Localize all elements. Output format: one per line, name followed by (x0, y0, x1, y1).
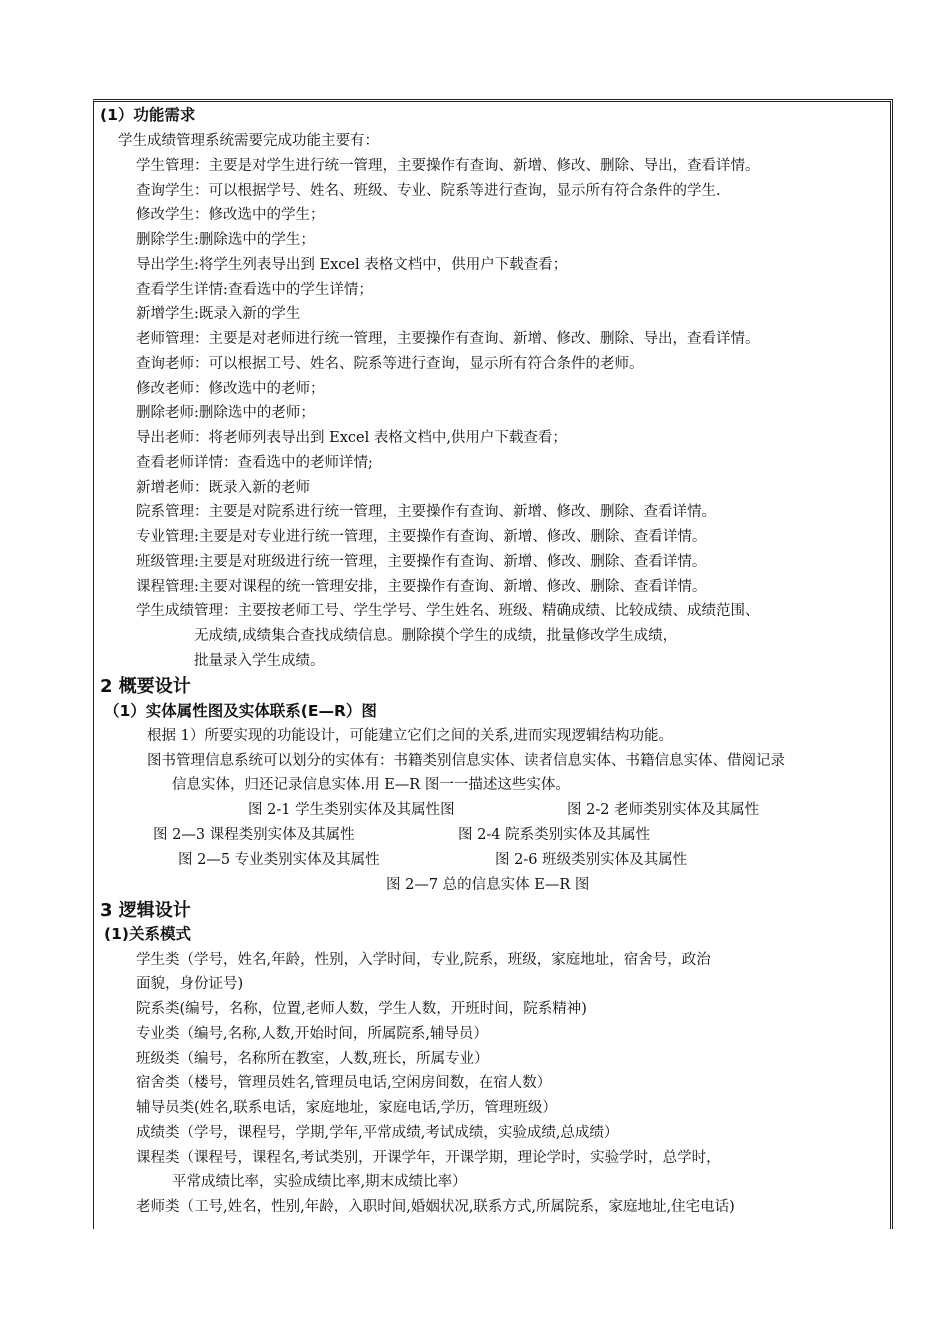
relation-line: 班级类（编号，名称所在教室，人数,班长，所属专业） (136, 1051, 489, 1067)
list-item: 学生成绩管理：主要按老师工号、学生学号、学生姓名、班级、精确成绩、比较成绩、成绩范围、 (136, 603, 760, 619)
section3-heading: 3 逻辑设计 (100, 900, 191, 921)
list-item: 修改学生：修改选中的学生； (136, 207, 325, 223)
list-item: 查询老师：可以根据工号、姓名、院系等进行查询，显示所有符合条件的老师。 (136, 356, 644, 372)
list-item: 删除学生:删除选中的学生； (136, 232, 315, 248)
list-item: 导出学生:将学生列表导出到 Excel 表格文档中，供用户下载查看； (136, 257, 568, 273)
section3-subheading: (1)关系模式 (104, 925, 191, 943)
figure-caption: 图 2—7 总的信息实体 E—R 图 (386, 877, 590, 893)
list-item: 删除老师:删除选中的老师； (136, 405, 315, 421)
section1-intro: 学生成绩管理系统需要完成功能主要有： (118, 133, 379, 149)
relation-line: 成绩类（学号，课程号，学期,学年,平常成绩,考试成绩，实验成绩,总成绩） (136, 1125, 619, 1141)
figure-caption: 图 2-6 班级类别实体及其属性 (495, 852, 688, 868)
paragraph-continuation: 信息实体，归还记录信息实体.用 E—R 图一一描述这些实体。 (172, 777, 570, 793)
list-item-continuation: 批量录入学生成绩。 (194, 653, 325, 669)
list-item: 学生管理：主要是对学生进行统一管理，主要操作有查询、新增、修改、删除、导出，查看详情。 (136, 158, 760, 174)
list-item-continuation: 无成绩,成绩集合查找成绩信息。删除摸个学生的成绩，批量修改学生成绩， (194, 628, 678, 644)
list-item: 老师管理：主要是对老师进行统一管理，主要操作有查询、新增、修改、删除、导出，查看详情。 (136, 331, 760, 347)
relation-line: 面貌，身份证号) (136, 976, 244, 992)
section1-heading: (1）功能需求 (100, 106, 196, 124)
list-item: 查看老师详情：查看选中的老师详情; (136, 455, 373, 471)
relation-line: 院系类(编号，名称，位置,老师人数，学生人数，开班时间，院系精神) (136, 1001, 587, 1017)
figure-caption: 图 2-2 老师类别实体及其属性 (567, 802, 760, 818)
list-item: 课程管理:主要对课程的统一管理安排，主要操作有查询、新增、修改、删除、查看详情。 (136, 579, 707, 595)
relation-line: 课程类（课程号，课程名,考试类别，开课学年，开课学期，理论学时，实验学时，总学时， (136, 1150, 721, 1166)
relation-line: 专业类（编号,名称,人数,开始时间，所属院系,辅导员） (136, 1026, 488, 1042)
relation-line-continuation: 平常成绩比率，实验成绩比率,期末成绩比率） (172, 1174, 467, 1190)
relation-line: 老师类（工号,姓名，性别,年龄，入职时间,婚姻状况,联系方式,所属院系，家庭地址,住宅电话) (136, 1199, 735, 1215)
list-item: 新增学生:既录入新的学生 (136, 306, 301, 322)
list-item: 修改老师：修改选中的老师； (136, 381, 325, 397)
relation-line: 宿舍类（楼号，管理员姓名,管理员电话,空闲房间数，在宿人数） (136, 1075, 552, 1091)
list-item: 班级管理:主要是对班级进行统一管理，主要操作有查询、新增、修改、删除、查看详情。 (136, 554, 707, 570)
figure-caption: 图 2-1 学生类别实体及其属性图 (248, 802, 455, 818)
list-item: 查看学生详情:查看选中的学生详情； (136, 282, 373, 298)
list-item: 专业管理:主要是对专业进行统一管理，主要操作有查询、新增、修改、删除、查看详情。 (136, 529, 707, 545)
paragraph: 图书管理信息系统可以划分的实体有：书籍类别信息实体、读者信息实体、书籍信息实体、借阅记录 (147, 753, 785, 769)
figure-caption: 图 2—5 专业类别实体及其属性 (178, 852, 380, 868)
figure-caption: 图 2—3 课程类别实体及其属性 (153, 827, 355, 843)
list-item: 导出老师：将老师列表导出到 Excel 表格文档中,供用户下载查看； (136, 430, 567, 446)
section2-heading: 2 概要设计 (100, 676, 191, 697)
list-item: 查询学生：可以根据学号、姓名、班级、专业、院系等进行查询，显示所有符合条件的学生. (136, 183, 721, 199)
list-item: 院系管理：主要是对院系进行统一管理，主要操作有查询、新增、修改、删除、查看详情。 (136, 504, 716, 520)
relation-line: 学生类（学号，姓名,年龄，性别，入学时间，专业,院系，班级，家庭地址，宿舍号，政治 (136, 952, 711, 968)
section2-subheading: （1）实体属性图及实体联系(E—R）图 (104, 702, 377, 720)
relation-line: 辅导员类(姓名,联系电话，家庭地址，家庭电话,学历，管理班级） (136, 1100, 557, 1116)
list-item: 新增老师：既录入新的老师 (136, 480, 310, 496)
figure-caption: 图 2-4 院系类别实体及其属性 (458, 827, 651, 843)
paragraph: 根据 1）所要实现的功能设计，可能建立它们之间的关系,进而实现逻辑结构功能。 (147, 728, 673, 744)
